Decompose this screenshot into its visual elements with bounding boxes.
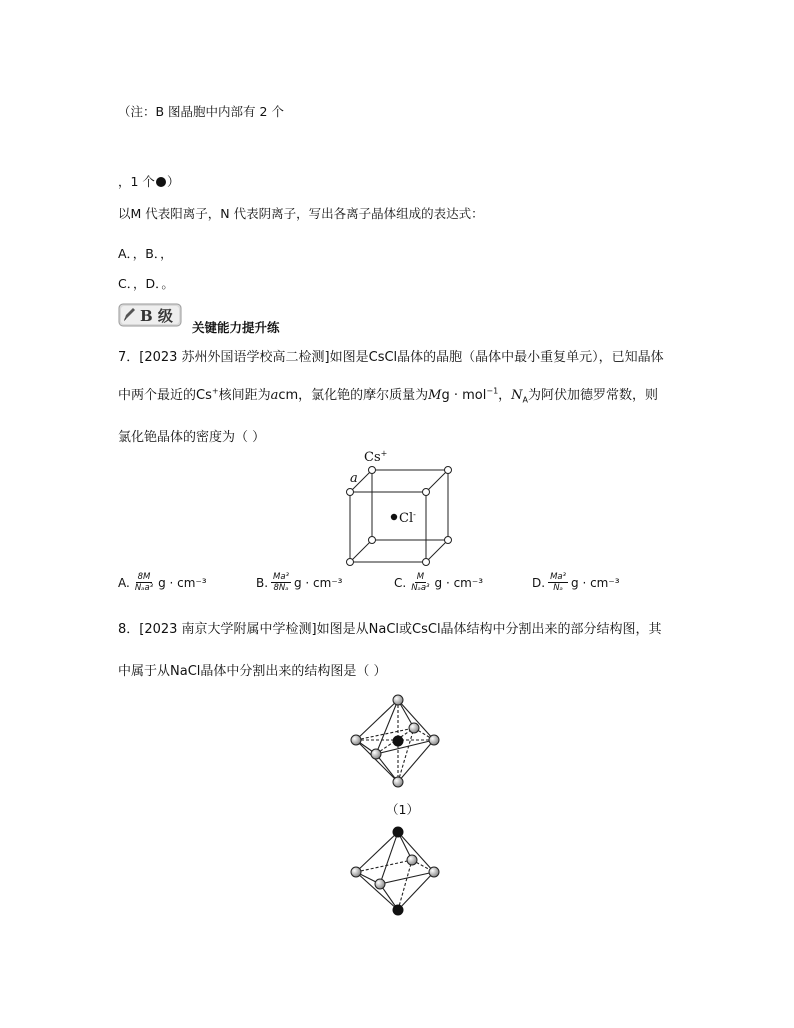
q7-var-a: a <box>270 388 279 403</box>
atom-grey <box>429 867 439 877</box>
option-fraction <box>548 572 568 593</box>
badge-label: B 级 <box>140 307 173 325</box>
octahedron-2-edges <box>356 832 434 910</box>
q7-unit-exp: −1 <box>486 386 499 396</box>
figure-1-caption: （1） <box>386 802 419 817</box>
option-fraction <box>133 572 155 593</box>
option-letter: B. <box>256 575 269 590</box>
cl-ion <box>391 514 397 520</box>
q7-line-2-a: 中两个最近的Cs <box>118 388 212 403</box>
answers-cd: C．，D．。 <box>118 276 174 291</box>
q7-option-d[interactable] <box>532 572 620 593</box>
q7-var-NA: N <box>511 388 523 403</box>
option-unit: g · cm⁻³ <box>434 575 484 590</box>
option-fraction <box>271 572 291 593</box>
fraction-denominator: Nₐa³ <box>134 583 154 593</box>
q7-var-M: M <box>428 388 442 403</box>
fraction-numerator: M <box>416 572 425 582</box>
q7-line-2-e: 为阿伏加德罗常数，则 <box>528 388 659 403</box>
option-unit: g · cm⁻³ <box>294 575 343 590</box>
octahedron-figure-1 <box>346 690 446 794</box>
fraction-numerator: 8M <box>137 572 151 582</box>
q7-option-b[interactable] <box>256 572 343 593</box>
level-badge <box>118 302 182 328</box>
atom-grey <box>409 723 419 733</box>
section-title: 关键能力提升练 <box>192 320 280 335</box>
cs-ion <box>445 467 452 474</box>
atom-grey <box>375 879 385 889</box>
atom-grey <box>393 777 403 787</box>
atom-grey <box>407 855 417 865</box>
cscl-unit-cell-figure <box>330 446 470 566</box>
q7-line-2-b: 核间距为 <box>218 388 271 403</box>
note-line: （注：B 图晶胞中内部有 2 个 <box>118 104 284 119</box>
cs-ion <box>423 559 430 566</box>
fraction-denominator: Nₐ <box>553 583 563 593</box>
cs-ion <box>347 559 354 566</box>
cs-ion <box>369 467 376 474</box>
atom-black-center <box>393 736 403 746</box>
atom-grey <box>371 749 381 759</box>
atom-grey <box>393 695 403 705</box>
instruction-text: 以M 代表阳离子，N 代表阴离子，写出各离子晶体组成的表达式： <box>118 206 484 221</box>
q7-line-2 <box>118 384 658 405</box>
fraction-denominator: Nₐa³ <box>411 583 430 593</box>
q7-line-2-d: ， <box>498 388 512 403</box>
edge-a-label: a <box>350 471 358 486</box>
fraction-denominator: 8Nₐ <box>273 583 289 593</box>
octahedron-2-atoms <box>351 855 439 889</box>
fraction-numerator: Ma³ <box>273 572 289 582</box>
q8-line-2: 中属于从NaCl晶体中分割出来的结构图是（ ） <box>118 664 387 679</box>
cl-label: Cl- <box>399 510 416 526</box>
atom-grey <box>351 867 361 877</box>
q7-var-NA-sub: A <box>522 395 529 405</box>
atom-black-bottom <box>393 905 403 915</box>
note-line-2 <box>118 172 179 190</box>
q7-unit: g · mol <box>441 388 487 403</box>
option-letter: A. <box>118 575 130 590</box>
note-line-2-suffix: ） <box>166 174 180 189</box>
atom-grey <box>351 735 361 745</box>
cs-ion <box>423 489 430 496</box>
q7-line-3: 氯化铯晶体的密度为（ ） <box>118 430 266 445</box>
q7-line-2-c: cm，氯化铯的摩尔质量为 <box>278 388 429 403</box>
octahedron-figure-2 <box>346 824 446 920</box>
option-unit: g · cm⁻³ <box>571 575 620 590</box>
cs-ion <box>347 489 354 496</box>
note-line-2-prefix: ，1 个 <box>118 174 155 189</box>
badge-graphic <box>118 302 182 328</box>
option-unit: g · cm⁻³ <box>158 575 207 590</box>
cs-ion <box>369 537 376 544</box>
q7-line-1: 7．[2023 苏州外国语学校高二检测]如图是CsCl晶体的晶胞（晶体中最小重复单元），已知晶体 <box>118 350 664 365</box>
option-fraction <box>409 572 431 593</box>
cs-label: Cs+ <box>364 449 388 465</box>
option-letter: C. <box>394 575 407 590</box>
q7-option-a[interactable] <box>118 572 207 593</box>
fraction-numerator: Ma³ <box>550 572 567 582</box>
option-letter: D. <box>532 575 546 590</box>
q8-line-1: 8．[2023 南京大学附属中学检测]如图是从NaCl或CsCl晶体结构中分割出来的部分结构图，其 <box>118 622 662 637</box>
q7-option-c[interactable] <box>394 572 483 593</box>
atom-grey <box>429 735 439 745</box>
q7-cs-charge: + <box>211 386 219 396</box>
cs-ion <box>445 537 452 544</box>
answers-ab: A．，B．， <box>118 246 173 261</box>
black-dot-icon <box>156 177 166 187</box>
atom-black-top <box>393 827 403 837</box>
